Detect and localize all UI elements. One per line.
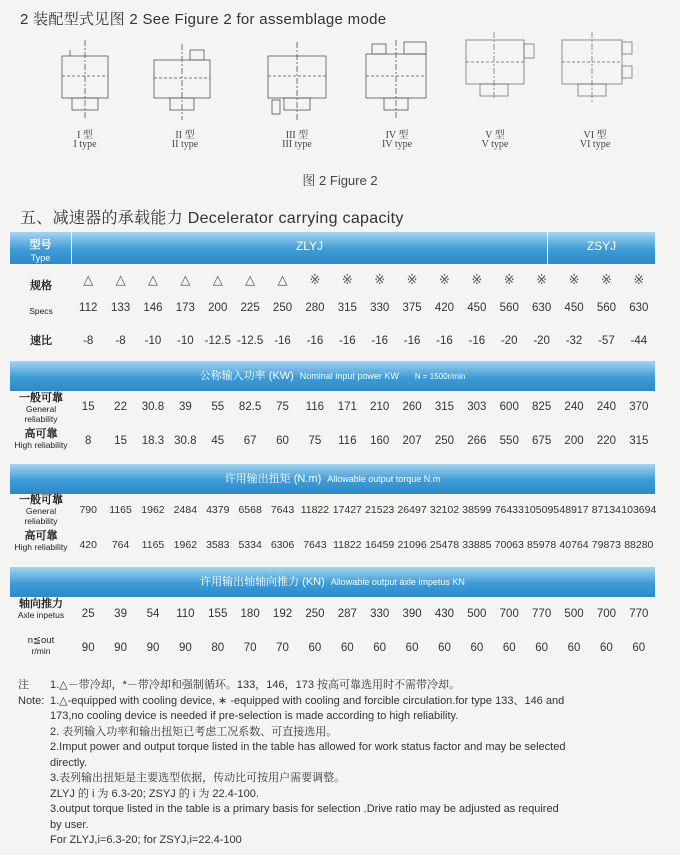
nout-cell: 60 <box>535 642 549 654</box>
power-general-cell: 600 <box>499 401 519 413</box>
torque-general-label-cn: 一般可靠 <box>19 494 63 506</box>
nout-label-en: r/min <box>31 646 51 656</box>
torque-band-en: Allowable output torque N.m <box>327 474 441 484</box>
note-text-2: 1.△-equipped with cooling device, ∗ -equipped with cooling and forcible circulation.for type 133、146 and <box>50 694 565 707</box>
capacity-table <box>10 232 655 665</box>
torque-general-cell: 1165 <box>109 504 132 516</box>
ratios-cell: -16 <box>338 335 356 347</box>
torque-high-cell: 3583 <box>206 539 230 551</box>
torque-high-cell: 88280 <box>624 539 654 551</box>
axle-cell: 700 <box>499 608 519 620</box>
torque-high-cell: 5334 <box>238 539 262 551</box>
note-line-8 <box>18 787 668 803</box>
power-high-cell: 18.3 <box>141 435 165 447</box>
torque-high-cell: 40764 <box>559 539 589 551</box>
specs-label-cn: 规格 <box>30 280 52 292</box>
axle-cell: 430 <box>434 608 455 620</box>
note-line-9 <box>18 802 668 818</box>
nout-cell: 90 <box>146 642 160 654</box>
cooling-symbols-cell: ※ <box>568 272 580 287</box>
ratios-cell: -20 <box>500 335 518 347</box>
table-header-band <box>10 232 655 264</box>
power-high-cell: 30.8 <box>174 435 197 447</box>
power-high-cell: 75 <box>308 435 322 447</box>
power-general-cell: 82.5 <box>238 401 262 413</box>
type-header-en: Type <box>30 253 51 263</box>
power-general-cell: 240 <box>564 401 584 413</box>
cooling-symbols-cell: △ <box>83 272 94 287</box>
type-5-drawing <box>450 30 540 125</box>
torque-high-cell: 85978 <box>527 539 557 551</box>
type-5-cn: V 型 <box>485 130 505 141</box>
type-6-en: VI type <box>579 139 611 150</box>
ratios-cell: -16 <box>306 335 324 347</box>
power-high-row <box>10 428 655 464</box>
axle-cell: 192 <box>272 608 293 620</box>
power-high-cell: 675 <box>532 435 552 447</box>
figure-type-4 <box>352 30 442 155</box>
torque-high-cell: 420 <box>79 539 97 551</box>
cooling-symbols-cell: ※ <box>309 272 321 287</box>
torque-general-cell: 2484 <box>173 504 198 516</box>
cooling-symbols-cell: ※ <box>633 272 645 287</box>
type-3-cn: III 型 <box>285 130 309 141</box>
torque-high-cell: 7643 <box>303 539 327 551</box>
cooling-symbol-row <box>10 270 655 292</box>
note-text-5: 2.Imput power and output torque listed in the table has allowed for work status factor and may be selected <box>50 741 566 753</box>
ratios-cell: -8 <box>115 335 126 347</box>
type-4-cn: IV 型 <box>385 130 409 141</box>
power-general-label-en: General reliability <box>24 404 58 424</box>
ratios-cell: -20 <box>533 335 550 347</box>
power-high-cell: 550 <box>499 435 519 447</box>
torque-general-label <box>10 494 72 526</box>
note-lead-en: Note: <box>18 694 45 707</box>
note-text-4: 2. 表列输入功率和输出扭矩已考虑工况系数、可直接选用。 <box>50 725 338 738</box>
power-high-cell: 200 <box>564 435 584 447</box>
power-general-cell: 30.8 <box>141 401 165 413</box>
axle-cell: 180 <box>240 608 260 620</box>
power-high-cell: 250 <box>434 435 455 447</box>
torque-general-cell: 7643 <box>270 504 295 516</box>
specs-cell: 560 <box>596 302 616 314</box>
figure-type-3 <box>252 30 342 155</box>
power-general-cell: 39 <box>178 401 192 413</box>
nout-cell: 60 <box>600 642 613 654</box>
axle-cell: 39 <box>114 608 127 620</box>
power-general-cell: 15 <box>81 401 95 413</box>
power-general-label <box>10 392 72 424</box>
torque-general-cell: 105095 <box>524 504 560 516</box>
specs-cell: 420 <box>434 302 455 314</box>
torque-high-cell: 70063 <box>494 539 524 551</box>
note-text-1: 1.△－带冷却，*－带冷却和强制循环。133，146，173 按高可靠选用时不需带冷却。 <box>50 679 461 691</box>
note-line-1 <box>18 678 668 694</box>
axle-label-cn: 轴向推力 <box>19 598 63 610</box>
torque-high-cell: 764 <box>111 539 130 551</box>
nout-cell: 60 <box>632 642 646 654</box>
axle-cell: 25 <box>81 608 95 620</box>
torque-general-cell: 103694 <box>621 504 657 516</box>
axle-cell: 500 <box>564 608 584 620</box>
note-text-10: by user. <box>50 818 89 831</box>
capacity-section-title: 五、减速器的承载能力 Decelerator carrying capacity <box>20 210 404 227</box>
ratios-cell: -44 <box>630 335 648 347</box>
type-header-cell <box>10 232 72 264</box>
type-4-drawing <box>352 30 442 125</box>
ratios-cell: -12.5 <box>237 335 264 347</box>
power-general-cell: 171 <box>337 401 357 413</box>
specs-cell: 375 <box>402 302 422 314</box>
torque-general-cell: 32102 <box>429 504 460 516</box>
ratios-cell: -16 <box>468 335 486 347</box>
power-general-cell: 116 <box>305 401 325 413</box>
ratios-cell: -12.5 <box>204 335 231 347</box>
power-high-cell: 160 <box>370 435 390 447</box>
axle-band-cn: 许用输出轴轴向推力 (KN) <box>200 576 325 588</box>
specs-cell: 146 <box>143 302 163 314</box>
nout-cell: 70 <box>243 642 257 654</box>
cooling-symbols-cell: ※ <box>503 272 515 287</box>
axle-cell: 155 <box>208 608 228 620</box>
torque-general-cell: 76433 <box>494 504 524 516</box>
torque-high-cell: 6306 <box>270 539 295 551</box>
type-3-en: III type <box>282 139 312 150</box>
axle-band <box>10 567 655 597</box>
specs-cell: 173 <box>175 302 195 314</box>
power-high-cell: 67 <box>243 435 257 447</box>
power-general-cell: 370 <box>629 401 649 413</box>
power-band-en: Nominal input power KW <box>299 371 399 381</box>
type-1-drawing <box>40 30 130 125</box>
ratios-cell: -10 <box>177 335 194 347</box>
specs-cell: 225 <box>240 302 260 314</box>
type-2-en: II type <box>171 139 199 150</box>
torque-general-cell: 26497 <box>397 504 427 516</box>
specs-cell: 560 <box>499 302 519 314</box>
power-general-row <box>10 392 655 428</box>
power-band-speed: N = 1500r/min <box>414 372 466 381</box>
nout-cell: 60 <box>373 642 387 654</box>
torque-high-cell: 11822 <box>333 539 362 551</box>
power-general-cell: 75 <box>276 401 289 413</box>
note-text-11: For ZLYJ,i=6.3-20; for ZSYJ,i=22.4-100 <box>50 834 242 846</box>
cooling-symbols-cell: ※ <box>341 272 353 287</box>
torque-general-cell: 6568 <box>238 504 262 516</box>
power-high-label-en: High reliability <box>14 440 68 450</box>
note-line-10 <box>18 818 668 834</box>
nout-label-cn: n≦out <box>27 635 55 646</box>
cooling-symbols-cell: ※ <box>536 272 548 287</box>
note-text-3: 173,no cooling device is needed if pre-selection is made according to high reliability. <box>50 710 459 722</box>
cooling-symbols-cell: ※ <box>374 272 386 287</box>
note-text-9: 3.output torque listed in the table is a primary basis for selection .Drive ratio may be adjusted as required <box>50 803 559 815</box>
axle-cell: 54 <box>146 608 160 620</box>
specs-cell: 200 <box>208 302 228 314</box>
note-line-5 <box>18 740 668 756</box>
specs-row <box>10 298 655 320</box>
axle-cell: 110 <box>176 608 195 620</box>
cooling-symbols-cell: △ <box>147 272 158 287</box>
specs-cell: 250 <box>272 302 293 314</box>
torque-general-cell: 17427 <box>332 504 362 516</box>
cooling-symbols-cell: ※ <box>439 272 450 287</box>
specs-cell: 112 <box>79 302 98 314</box>
ratios-cell: -8 <box>83 335 94 347</box>
torque-band-cn: 许用输出扭矩 (N.m) <box>224 473 322 485</box>
note-lead-cn: 注 <box>18 679 29 691</box>
power-high-cell: 60 <box>276 435 289 447</box>
power-high-cell: 220 <box>596 435 616 447</box>
axle-cell: 700 <box>596 608 616 620</box>
nout-cell: 60 <box>438 642 451 654</box>
torque-general-label-en: General reliability <box>24 506 58 526</box>
ratios-cell: -32 <box>565 335 583 347</box>
ratios-cell: -16 <box>274 335 291 347</box>
power-high-cell: 45 <box>211 435 225 447</box>
torque-high-cell: 1165 <box>141 539 165 551</box>
specs-label-cn-cell <box>10 280 72 292</box>
torque-high-cell: 33885 <box>462 539 492 551</box>
axle-cell: 287 <box>337 608 357 620</box>
specs-cell: 630 <box>532 302 552 314</box>
power-general-cell: 22 <box>114 401 127 413</box>
specs-label-en: Specs <box>29 306 53 316</box>
cooling-symbols-cell: ※ <box>406 272 418 287</box>
ratios-cell: -16 <box>436 335 453 347</box>
type-4-en: IV type <box>381 139 413 150</box>
ratios-cell: -10 <box>144 335 162 347</box>
type-3-drawing <box>252 30 342 125</box>
specs-cell: 315 <box>337 302 357 314</box>
power-general-cell: 240 <box>596 401 616 413</box>
torque-high-cell: 21096 <box>397 539 427 551</box>
type-6-cn: VI 型 <box>583 130 607 141</box>
axle-row <box>10 598 655 632</box>
note-line-4 <box>18 725 668 741</box>
note-text-7: 3.表列输出扭矩是主要选型依据，传动比可按用户需要调整。 <box>50 772 346 784</box>
nout-cell: 60 <box>405 642 419 654</box>
type-5-en: V type <box>481 139 509 150</box>
torque-high-label <box>10 530 72 552</box>
type-1-cn: I 型 <box>77 130 93 141</box>
nout-cell: 80 <box>211 642 225 654</box>
torque-general-cell: 790 <box>79 504 97 516</box>
torque-general-cell: 87134 <box>591 504 621 516</box>
cooling-symbols-cell: ※ <box>471 272 483 287</box>
torque-high-cell: 16459 <box>365 539 395 551</box>
ratio-row <box>10 332 655 354</box>
torque-high-cell: 79873 <box>591 539 621 551</box>
notes-block <box>18 678 668 849</box>
power-high-label <box>10 428 72 450</box>
axle-cell: 770 <box>532 608 552 620</box>
torque-high-row <box>10 530 655 566</box>
note-line-2 <box>18 694 668 710</box>
axle-band-en: Allowable output axle impetus KN <box>330 577 465 587</box>
cooling-symbols-cell: △ <box>277 272 288 287</box>
torque-general-cell: 38599 <box>462 504 492 516</box>
power-general-label-cn: 一般可靠 <box>19 392 63 404</box>
power-general-cell: 303 <box>467 401 487 413</box>
torque-high-label-cn: 高可靠 <box>24 530 58 542</box>
figure-section-title: 2 装配型式见图 2 See Figure 2 for assemblage mode <box>20 11 387 28</box>
torque-general-cell: 4379 <box>206 504 230 516</box>
nout-cell: 90 <box>81 642 95 654</box>
power-general-cell: 825 <box>532 401 552 413</box>
specs-cell: 330 <box>370 302 390 314</box>
cooling-symbols-cell: △ <box>180 272 191 287</box>
axle-label <box>10 598 72 620</box>
assemblage-figures <box>40 30 660 155</box>
power-high-cell: 15 <box>114 435 127 447</box>
power-high-cell: 315 <box>629 435 649 447</box>
torque-high-cell: 25478 <box>429 539 460 551</box>
cooling-symbols-cell: △ <box>212 272 223 287</box>
ratio-label: 速比 <box>30 335 52 347</box>
ratios-cell: -16 <box>371 335 388 347</box>
type-header-cn: 型号 <box>29 239 52 251</box>
ratios-cell: -57 <box>598 335 615 347</box>
nout-cell: 60 <box>470 642 484 654</box>
axle-cell: 330 <box>370 608 390 620</box>
nout-cell: 60 <box>502 642 516 654</box>
type-2-drawing <box>140 30 230 125</box>
power-band <box>10 361 655 391</box>
nout-cell: 70 <box>276 642 289 654</box>
axle-label-en: Axle inpetus <box>17 610 65 620</box>
nout-cell: 90 <box>114 642 127 654</box>
figure-caption: 图 2 Figure 2 <box>302 173 378 188</box>
note-text-8: ZLYJ 的 i 为 6.3-20; ZSYJ 的 i 为 22.4-100. <box>50 787 259 800</box>
type-1-en: I type <box>73 139 97 150</box>
torque-general-cell: 48917 <box>559 504 589 516</box>
note-line-7 <box>18 771 668 787</box>
power-high-cell: 8 <box>85 435 92 447</box>
power-general-cell: 210 <box>370 401 390 413</box>
specs-cell: 280 <box>305 302 325 314</box>
power-general-cell: 315 <box>434 401 455 413</box>
axle-cell: 500 <box>467 608 487 620</box>
specs-cell: 450 <box>564 302 584 314</box>
power-general-cell: 55 <box>211 401 225 413</box>
note-line-6 <box>18 756 668 772</box>
figure-type-5 <box>450 30 540 155</box>
specs-label-en-cell <box>10 306 72 316</box>
power-general-cell: 260 <box>402 401 422 413</box>
nout-cell: 60 <box>308 642 322 654</box>
specs-cell: 450 <box>467 302 487 314</box>
figure-type-2 <box>140 30 230 155</box>
nout-cell: 60 <box>340 642 354 654</box>
cooling-symbols-cell: ※ <box>600 272 612 287</box>
power-high-label-cn: 高可靠 <box>24 428 58 440</box>
figure-type-1 <box>40 30 130 155</box>
figure-type-6 <box>550 30 640 155</box>
power-high-cell: 116 <box>338 435 357 447</box>
nout-cell: 90 <box>178 642 192 654</box>
torque-general-cell: 1962 <box>141 504 165 516</box>
note-line-3 <box>18 709 668 725</box>
torque-band <box>10 464 655 494</box>
axle-cell: 770 <box>629 608 649 620</box>
cooling-symbols-cell: △ <box>245 272 256 287</box>
torque-general-cell: 11822 <box>300 504 330 516</box>
axle-cell: 250 <box>305 608 325 620</box>
power-band-cn: 公称输入功率 (KW) <box>199 370 294 382</box>
type-2-cn: II 型 <box>175 130 195 141</box>
torque-general-row <box>10 494 655 530</box>
torque-high-label-en: High reliability <box>14 542 68 552</box>
nout-cell: 60 <box>567 642 581 654</box>
nout-row <box>10 636 655 666</box>
ratios-cell: -16 <box>403 335 421 347</box>
power-high-cell: 266 <box>467 435 487 447</box>
specs-cell: 630 <box>629 302 649 314</box>
power-high-cell: 207 <box>402 435 422 447</box>
ratio-label-cell <box>10 335 72 347</box>
specs-cell: 133 <box>110 302 131 314</box>
cooling-symbols-cell: △ <box>115 272 126 287</box>
note-text-6: directly. <box>50 756 88 769</box>
torque-high-cell: 1962 <box>173 539 198 551</box>
nout-label <box>10 636 72 656</box>
type-6-drawing <box>550 30 640 125</box>
torque-general-cell: 21523 <box>365 504 395 516</box>
note-line-11 <box>18 833 668 849</box>
group-zsyj-header: ZSYJ <box>547 232 655 264</box>
axle-cell: 390 <box>402 608 422 620</box>
group-zlyj-header: ZLYJ <box>295 239 324 253</box>
